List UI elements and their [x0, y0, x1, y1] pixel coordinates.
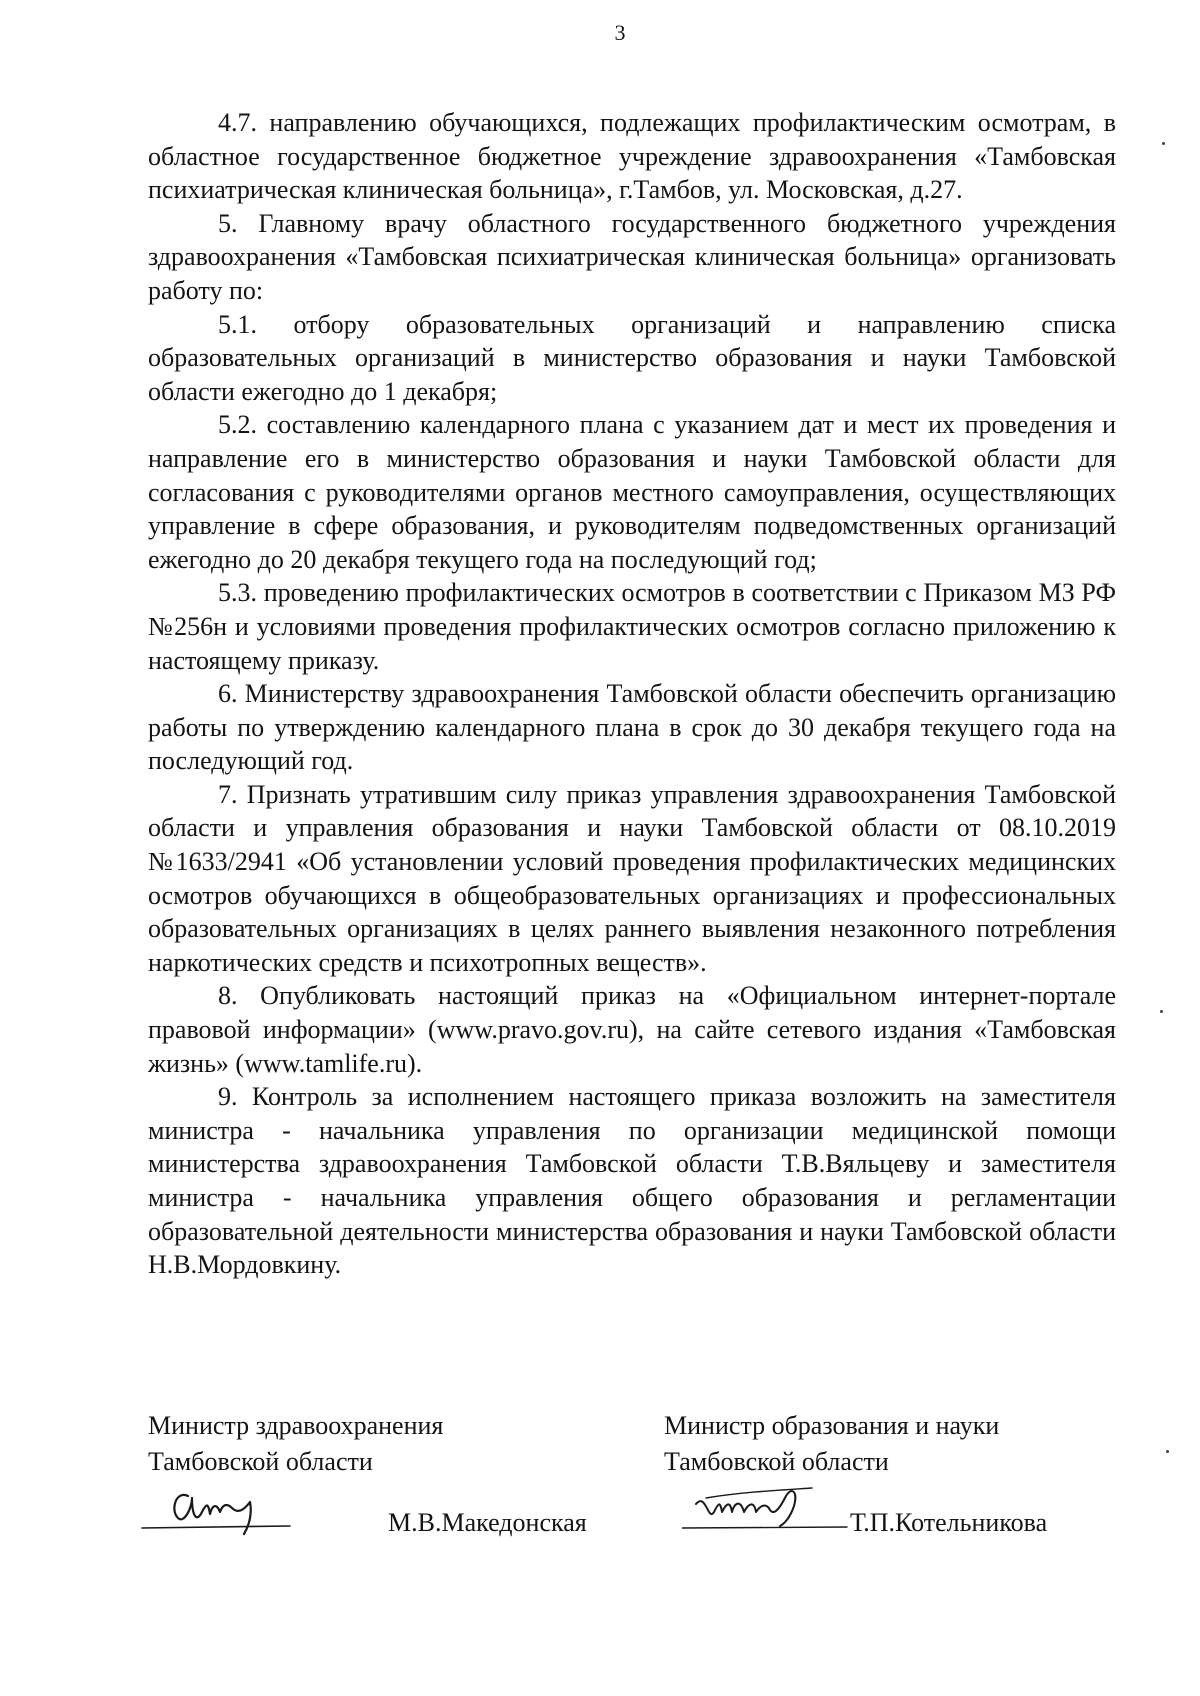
signatory-title-health	[148, 1408, 443, 1480]
signatory-name-health: М.В.Македонская	[388, 1508, 587, 1537]
signatory-title-health-line1: Министр здравоохранения	[148, 1411, 444, 1440]
page-number: 3	[614, 20, 626, 45]
scan-speck	[1160, 1010, 1163, 1013]
scan-speck	[1166, 1450, 1169, 1453]
order-body	[148, 106, 1116, 1282]
paragraph-7: 7. Признать утратившим силу приказ управления здравоохранения Тамбовской области и управления образования и науки Тамбовской области от 08.10.2019 №1633/2941 «Об установлении условий проведения профилактических медицинских осмотров обучающихся в общеобразовательных организациях и профессиональных образовательных организациях в целях раннего выявления незаконного потребления наркотических средств и психотропных веществ».	[148, 779, 1116, 977]
scan-speck	[1162, 142, 1165, 145]
signatory-title-education	[664, 1408, 999, 1480]
paragraph-8: 8. Опубликовать настоящий приказ на «Официальном интернет-портале правовой информации» (www.pravo.gov.ru), на сайте сетевого издания «Тамбовская жизнь» (www.tamlife.ru).	[148, 981, 1116, 1078]
signatory-title-education-line2: Тамбовской области	[664, 1447, 889, 1476]
paragraph-6: 6. Министерству здравоохранения Тамбовской области обеспечить организацию работы по утверждению календарного плана в срок до 30 декабря текущего года на последующий год.	[148, 679, 1116, 776]
signatory-name-education: Т.П.Котельникова	[850, 1508, 1048, 1537]
paragraph-5: 5. Главному врачу областного государственного бюджетного учреждения здравоохранения «Тамбовская психиатрическая клиническая больница» организовать работу по:	[148, 208, 1116, 305]
handwritten-signature-education	[682, 1482, 852, 1538]
paragraph-5-2: 5.2. составлению календарного плана с указанием дат и мест их проведения и направление его в министерство образования и науки Тамбовской области для согласования с руководителями органов местного самоуправления, осуществляющих управление в сфере образования, и руководителям подведомственных организаций ежегодно до 20 декабря текущего года на последующий год;	[148, 410, 1116, 574]
handwritten-signature-health	[140, 1484, 300, 1540]
paragraph-4-7: 4.7. направлению обучающихся, подлежащих профилактическим осмотрам, в областное государственное бюджетное учреждение здравоохранения «Тамбовская психиатрическая клиническая больница», г.Тамбов, ул. Московская, д.27.	[148, 108, 1116, 205]
signatory-title-education-line1: Министр образования и науки	[664, 1411, 1000, 1440]
paragraph-9: 9. Контроль за исполнением настоящего приказа возложить на заместителя министра - начальника управления по организации медицинской помощи министерства здравоохранения Тамбовской области Т.В.Вяльцеву и заместителя министра - начальника управления общего образования и регламентации образовательной деятельности министерства образования и науки Тамбовской области Н.В.Мордовкину.	[148, 1082, 1116, 1280]
paragraph-5-3: 5.3. проведению профилактических осмотров в соответствии с Приказом МЗ РФ №256н и условиями проведения профилактических осмотров согласно приложению к настоящему приказу.	[148, 578, 1116, 675]
signatory-title-health-line2: Тамбовской области	[148, 1447, 373, 1476]
paragraph-5-1: 5.1. отбору образовательных организаций и направлению списка образовательных организаций в министерство образования и науки Тамбовской области ежегодно до 1 декабря;	[148, 309, 1116, 406]
